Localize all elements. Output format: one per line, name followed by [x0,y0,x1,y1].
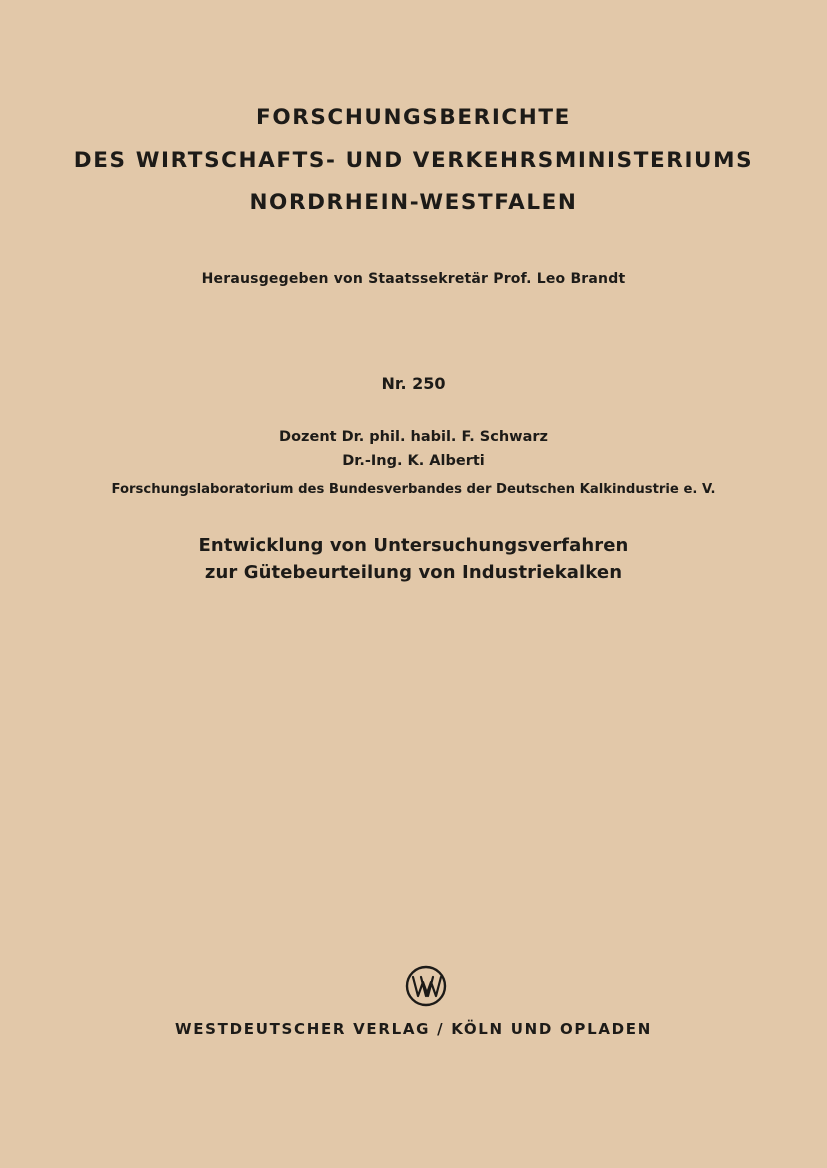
institution: Forschungslaboratorium des Bundesverbandes der Deutschen Kalkindustrie e. V. [111,482,716,497]
series-title-line-2: DES WIRTSCHAFTS- UND VERKEHRSMINISTERIUMS [73,148,754,173]
author-2: Dr.-Ing. K. Alberti [342,453,485,469]
book-title-line-2: zur Gütebeurteilung von Industriekalken [204,562,623,583]
series-title-line-1: FORSCHUNGSBERICHTE [256,105,571,130]
book-title-line-1: Entwicklung von Untersuchungsverfahren [198,535,629,556]
westdeutscher-verlag-logo-icon [405,965,447,1007]
publisher-line: WESTDEUTSCHER VERLAG / KÖLN UND OPLADEN [174,1020,653,1038]
editor-line: Herausgegeben von Staatssekretär Prof. Leo Brandt [201,271,626,287]
report-number: Nr. 250 [381,374,446,393]
series-title-line-3: NORDRHEIN-WESTFALEN [249,190,578,215]
author-1: Dozent Dr. phil. habil. F. Schwarz [279,429,548,445]
